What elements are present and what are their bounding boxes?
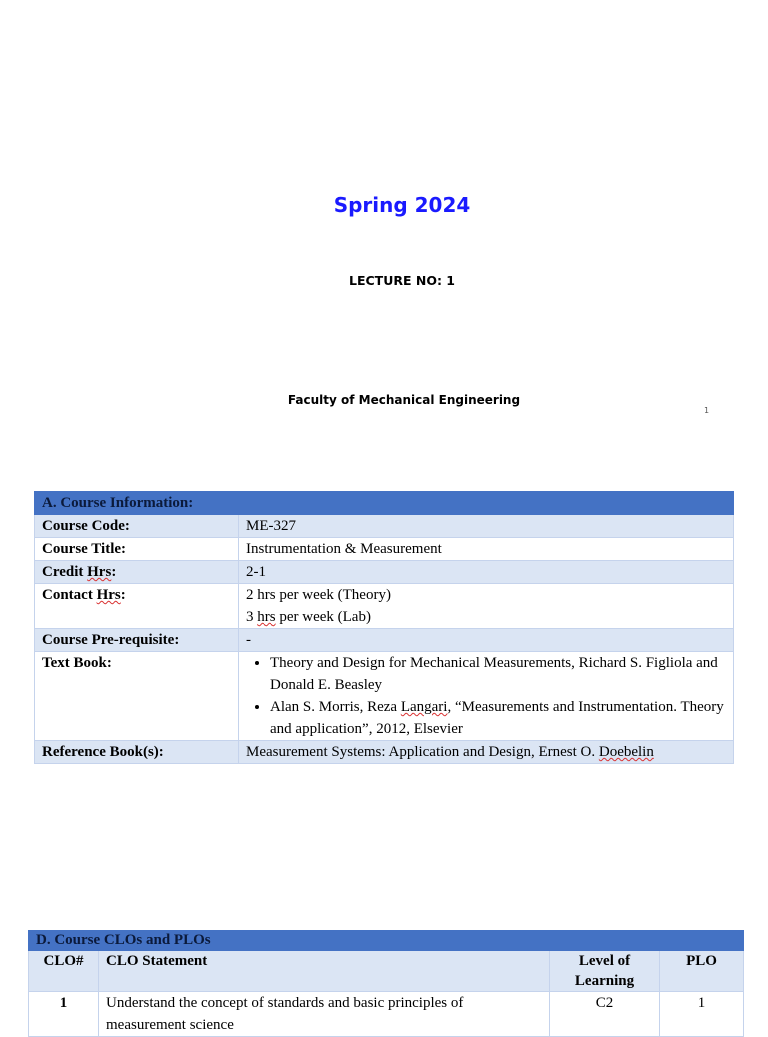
- page-number: 1: [704, 406, 710, 415]
- clo-number: 1: [29, 992, 99, 1037]
- prerequisite-label: Course Pre-requisite:: [35, 629, 239, 652]
- reference-books-label: Reference Book(s):: [35, 741, 239, 764]
- course-title-value: Instrumentation & Measurement: [239, 538, 734, 561]
- course-code-label: Course Code:: [35, 515, 239, 538]
- lecture-number: LECTURE NO: 1: [348, 273, 455, 288]
- faculty-name: Faculty of Mechanical Engineering: [287, 393, 521, 407]
- table-row: [35, 652, 734, 741]
- section-header-row: [29, 931, 744, 951]
- course-code-value: ME-327: [239, 515, 734, 538]
- col-header-clo: CLO#: [29, 951, 99, 992]
- section-title: D. Course CLOs and PLOs: [29, 931, 744, 951]
- prerequisite-value: -: [239, 629, 734, 652]
- section-header-row: [35, 492, 734, 515]
- text-book-value: [239, 652, 734, 741]
- clo-plo: 1: [660, 992, 744, 1037]
- table-row: [35, 629, 734, 652]
- table-row: [35, 538, 734, 561]
- table-row: [29, 992, 744, 1037]
- clo-plo-table: [28, 930, 744, 1037]
- col-header-plo: PLO: [660, 951, 744, 992]
- section-title: A. Course Information:: [35, 492, 734, 515]
- reference-books-value: Measurement Systems: Application and Design, Ernest O. Doebelin: [239, 741, 734, 764]
- contact-hrs-value: 2 hrs per week (Theory) 3 hrs per week (Lab): [239, 584, 734, 629]
- column-header-row: [29, 951, 744, 992]
- col-header-level: Level of Learning: [550, 951, 660, 992]
- table-row: [35, 741, 734, 764]
- course-title-label: Course Title:: [35, 538, 239, 561]
- clo-level: C2: [550, 992, 660, 1037]
- table-row: [35, 561, 734, 584]
- term-title: Spring 2024: [333, 193, 471, 217]
- credit-hrs-value: 2-1: [239, 561, 734, 584]
- list-item: • Alan S. Morris, Reza Langari, “Measurements and Instrumentation. Theory and application”, 2012, Elsevier: [270, 696, 726, 740]
- table-row: [35, 584, 734, 629]
- contact-hrs-label: Contact Hrs:: [35, 584, 239, 629]
- text-book-list: [246, 652, 726, 740]
- table-row: [35, 515, 734, 538]
- list-item: • Theory and Design for Mechanical Measurements, Richard S. Figliola and Donald E. Beasley: [270, 652, 726, 696]
- text-book-label: Text Book:: [35, 652, 239, 741]
- course-information-table: [34, 491, 734, 764]
- col-header-statement: CLO Statement: [99, 951, 550, 992]
- clo-statement: Understand the concept of standards and basic principles of measurement science: [99, 992, 550, 1037]
- credit-hrs-label: Credit Hrs:: [35, 561, 239, 584]
